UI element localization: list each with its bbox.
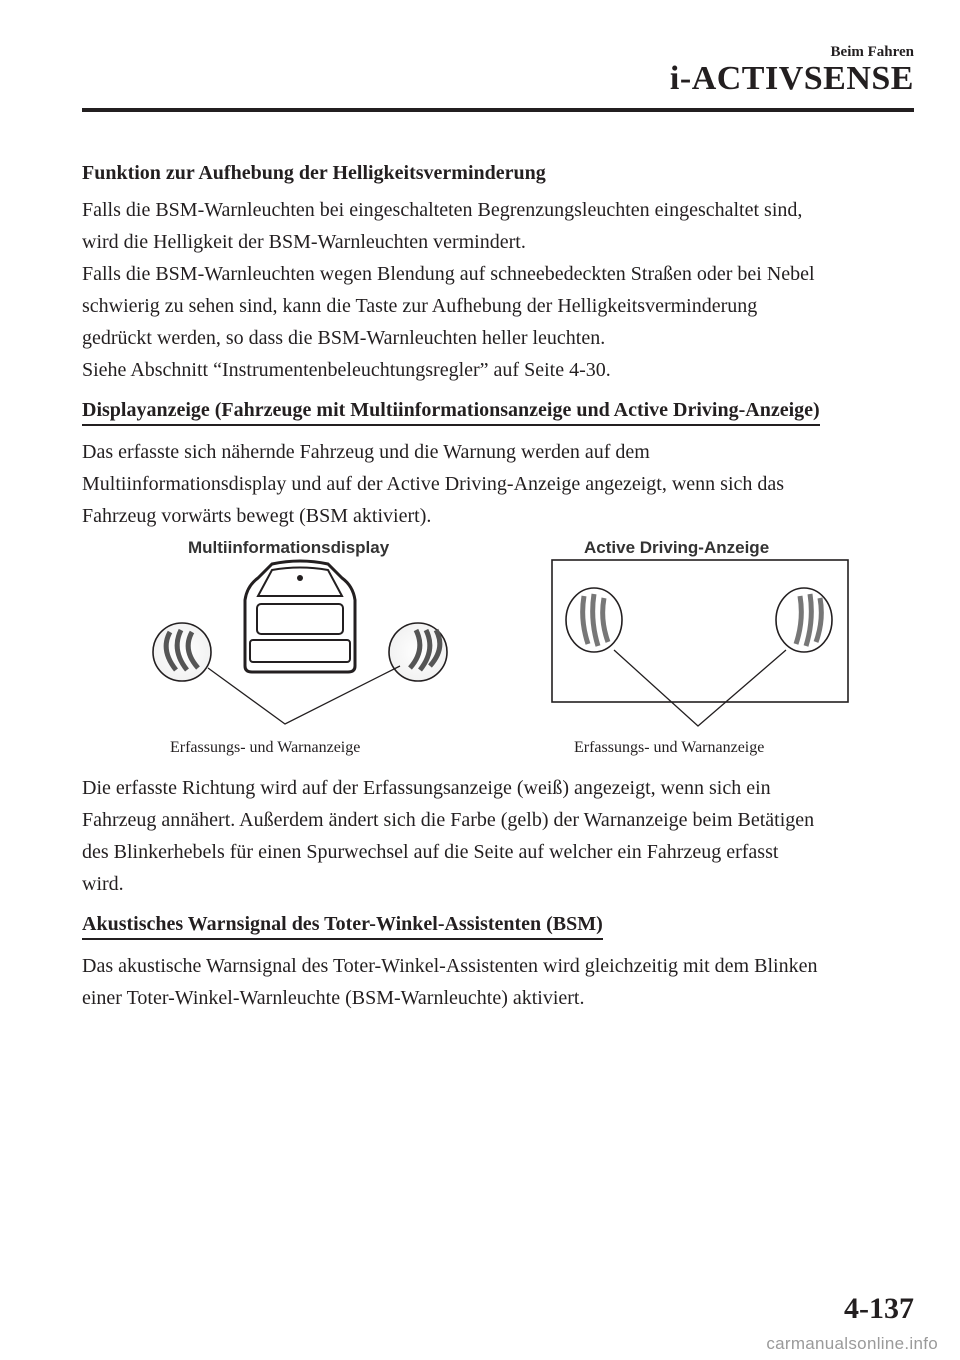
text-line: gedrückt werden, so dass die BSM-Warnleuchten heller leuchten.	[82, 327, 606, 349]
bsm-indicator-icon	[776, 588, 832, 652]
text-line: Fahrzeug annähert. Außerdem ändert sich die Farbe (gelb) der Warnanzeige beim Betätigen	[82, 809, 815, 831]
bsm-indicator-icon	[566, 588, 622, 652]
page-content	[82, 158, 918, 1016]
page-number: 4-137	[844, 1292, 914, 1325]
text-line: Fahrzeug vorwärts bewegt (BSM aktiviert).	[82, 505, 432, 527]
paragraph-acoustic	[82, 952, 918, 1012]
text-line: Falls die BSM-Warnleuchten bei eingeschalteten Begrenzungsleuchten eingeschaltet sind,	[82, 199, 803, 221]
text-line: Siehe Abschnitt “Instrumentenbeleuchtungsregler” auf Seite 4-30.	[82, 359, 611, 381]
watermark: carmanualsonline.info	[766, 1334, 938, 1353]
heading-display: Displayanzeige (Fahrzeuge mit Multiinformationsanzeige und Active Driving-Anzeige)	[82, 397, 820, 426]
multiinfo-diagram	[82, 556, 502, 756]
figure-title-multiinfo: Multiinformationsdisplay	[188, 538, 390, 557]
figure-caption-right: Erfassungs- und Warnanzeige	[574, 739, 765, 756]
figure-caption-left: Erfassungs- und Warnanzeige	[170, 739, 361, 756]
header-title: i-ACTIVSENSE	[669, 60, 914, 97]
figure-title-active-driving: Active Driving-Anzeige	[584, 538, 770, 557]
text-line: einer Toter-Winkel-Warnleuchte (BSM-Warnleuchte) aktiviert.	[82, 987, 585, 1009]
text-line: Falls die BSM-Warnleuchten wegen Blendung auf schneebedeckten Straßen oder bei Nebel	[82, 263, 815, 285]
bsm-indicator-icon	[153, 623, 211, 681]
text-line: wird.	[82, 873, 124, 895]
heading-acoustic: Akustisches Warnsignal des Toter-Winkel-Assistenten (BSM)	[82, 911, 603, 940]
paragraph-brightness	[82, 196, 918, 384]
text-line: Die erfasste Richtung wird auf der Erfassungsanzeige (weiß) angezeigt, wenn sich ein	[82, 777, 771, 799]
text-line: schwierig zu sehen sind, kann die Taste zur Aufhebung der Helligkeitsverminderung	[82, 295, 758, 317]
text-line: Das akustische Warnsignal des Toter-Winkel-Assistenten wird gleichzeitig mit dem Blinken	[82, 955, 818, 977]
text-line: wird die Helligkeit der BSM-Warnleuchten vermindert.	[82, 231, 526, 253]
heading-brightness-cancel: Funktion zur Aufhebung der Helligkeitsverminderung	[82, 162, 546, 184]
bsm-indicator-icon	[389, 623, 447, 681]
figure-bsm-display	[82, 534, 918, 768]
text-line: Multiinformationsdisplay und auf der Active Driving-Anzeige angezeigt, wenn sich das	[82, 473, 785, 495]
active-driving-diagram	[548, 556, 868, 756]
paragraph-direction	[82, 774, 918, 898]
header-section: Beim Fahren	[830, 44, 914, 60]
header-rule	[82, 108, 914, 112]
text-line: des Blinkerhebels für einen Spurwechsel auf die Seite auf welcher ein Fahrzeug erfasst	[82, 841, 779, 863]
paragraph-display	[82, 438, 918, 530]
car-rear-icon	[245, 561, 355, 672]
text-line: Das erfasste sich nähernde Fahrzeug und die Warnung werden auf dem	[82, 441, 650, 463]
